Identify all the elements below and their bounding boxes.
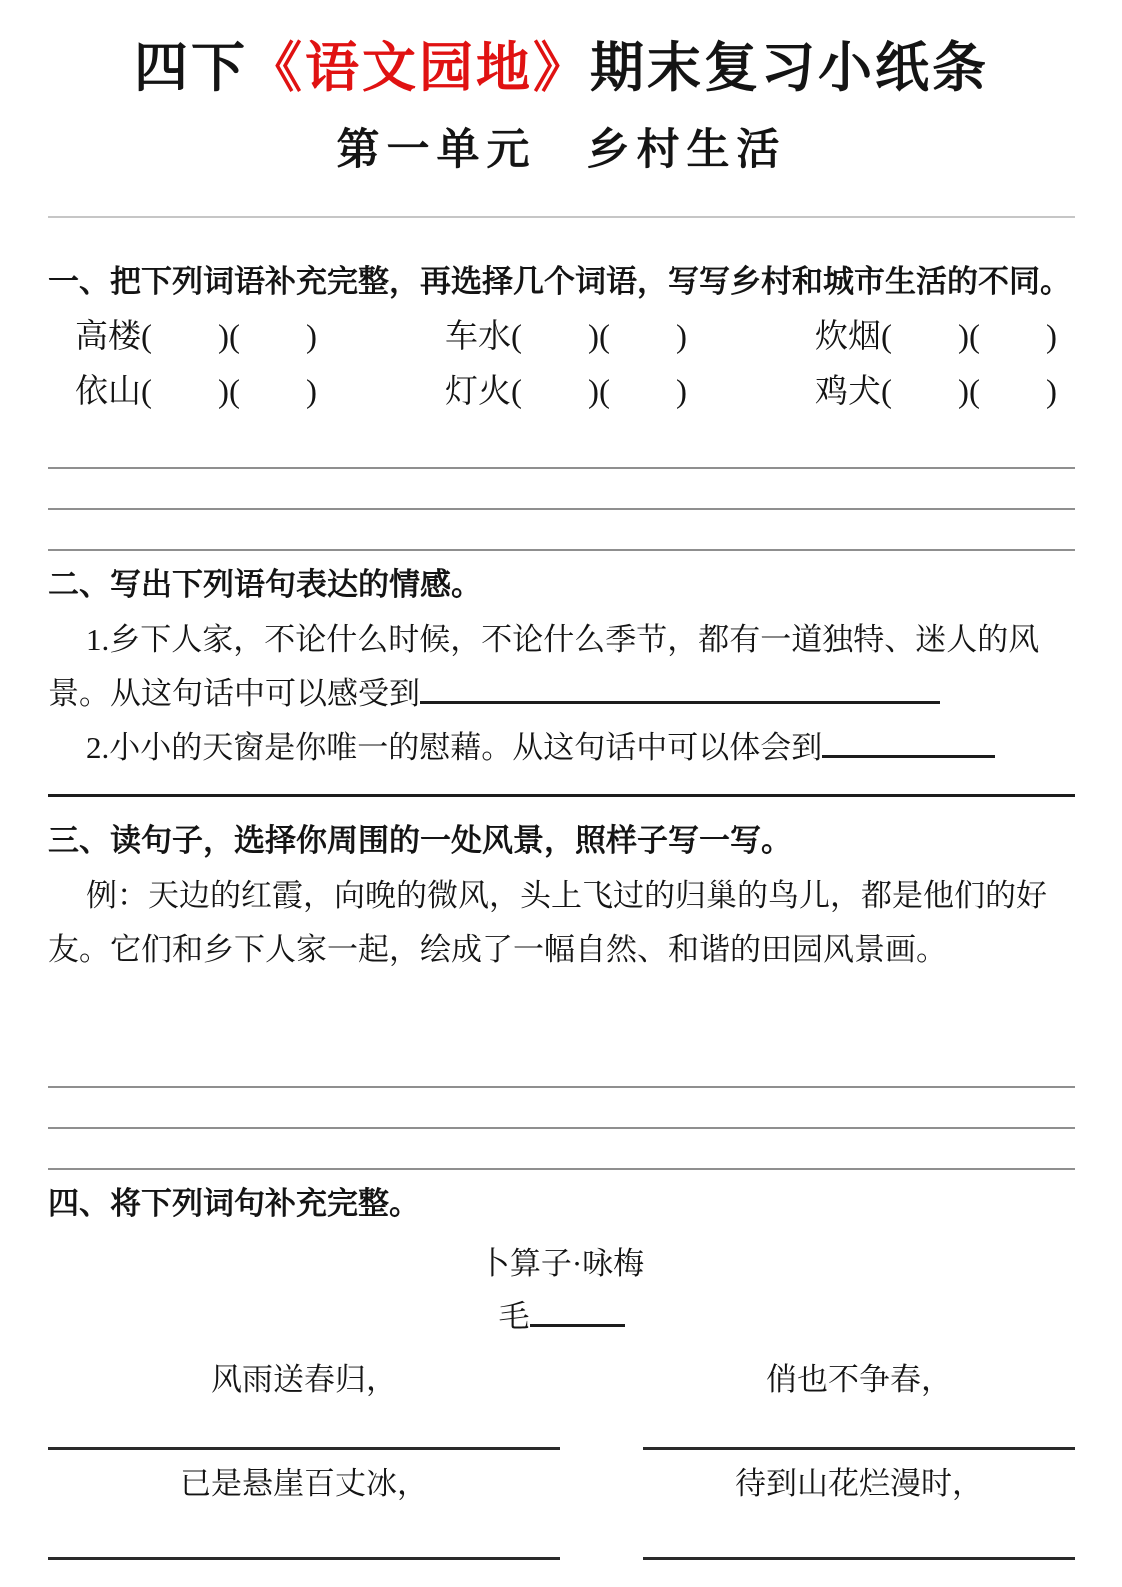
section-two-heading: 二、写出下列语句表达的情感。: [48, 567, 482, 602]
item-2-answer-blank: [822, 726, 995, 758]
unit-subtitle: 第一单元 乡村生活: [336, 127, 787, 174]
section-one: [48, 254, 1075, 551]
section-four: [48, 1176, 1075, 1560]
poem-answer-line: [48, 1404, 560, 1450]
poem-line-left-1: 风雨送春归，: [211, 1362, 397, 1397]
item-1-text: 1.乡下人家，不论什么时候，不论什么季节，都有一道独特、迷人的风景。从这句话中可以感受到: [48, 622, 1040, 711]
item-1-answer-blank: [420, 672, 940, 704]
poem-author-blank: [530, 1295, 625, 1327]
poem-line-right-2: 待到山花烂漫时，: [735, 1466, 983, 1501]
poem-author-prefix: 毛: [498, 1299, 530, 1334]
writing-line: [48, 1088, 1075, 1129]
poem-answer-line: [48, 1508, 560, 1560]
word-blank-yishan: 依山( )( ): [75, 374, 317, 410]
poem-title: 卜算子·咏梅: [478, 1246, 645, 1281]
poem-column-right: [643, 1346, 1075, 1560]
section-two: [48, 557, 1075, 797]
writing-line: [48, 510, 1075, 551]
section-one-writing-area: [48, 428, 1075, 551]
section-two-item-2: [48, 721, 1075, 775]
section-three-example: 例：天边的红霞，向晚的微风，头上飞过的归巢的鸟儿，都是他们的好友。它们和乡下人家一起，绘成了一幅自然、和谐的田园风景画。: [48, 878, 1047, 967]
word-blank-jiquan: 鸡犬( )( ): [815, 374, 1057, 410]
spacer: [48, 977, 1075, 1039]
section-one-heading: 一、把下列词语补充完整，再选择几个词语，写写乡村和城市生活的不同。: [48, 264, 1071, 299]
word-blank-gaolou: 高楼( )( ): [75, 319, 317, 355]
page-title: [48, 36, 1075, 100]
writing-line: [48, 1129, 1075, 1170]
writing-line: [48, 469, 1075, 510]
page-title-suffix: 期末复习小纸条: [590, 38, 989, 98]
word-row-2: [48, 365, 1075, 420]
poem-line-left-2: 已是悬崖百丈冰，: [180, 1466, 428, 1501]
section-four-heading: 四、将下列词句补充完整。: [48, 1186, 420, 1221]
section-three-writing-area: [48, 1047, 1075, 1170]
page-title-prefix: 四下: [134, 38, 248, 98]
poem-answer-line: [643, 1508, 1075, 1560]
writing-line: [48, 1047, 1075, 1088]
poem-column-left: [48, 1346, 560, 1560]
word-blank-denghuo: 灯火( )( ): [445, 374, 687, 410]
word-blank-chuiyan: 炊烟( )( ): [815, 319, 1057, 355]
poem-author-line: [48, 1292, 1075, 1342]
word-blank-cheshui: 车水( )( ): [445, 319, 687, 355]
writing-line: [48, 428, 1075, 469]
poem-line-right-1: 俏也不争春，: [766, 1362, 952, 1397]
item-2-answer-continuation-line: [48, 775, 1075, 797]
section-three-heading: 三、读句子，选择你周围的一处风景，照样子写一写。: [48, 823, 792, 858]
section-two-item-1: [48, 613, 1075, 721]
poem-answer-line: [643, 1404, 1075, 1450]
page-title-book-name: 《语文园地》: [248, 38, 590, 98]
poem-grid: [48, 1346, 1075, 1560]
section-three: [48, 813, 1075, 1170]
item-2-text: 2.小小的天窗是你唯一的慰藉。从这句话中可以体会到: [86, 730, 823, 765]
header-divider: [48, 216, 1075, 218]
word-row-1: [48, 310, 1075, 365]
